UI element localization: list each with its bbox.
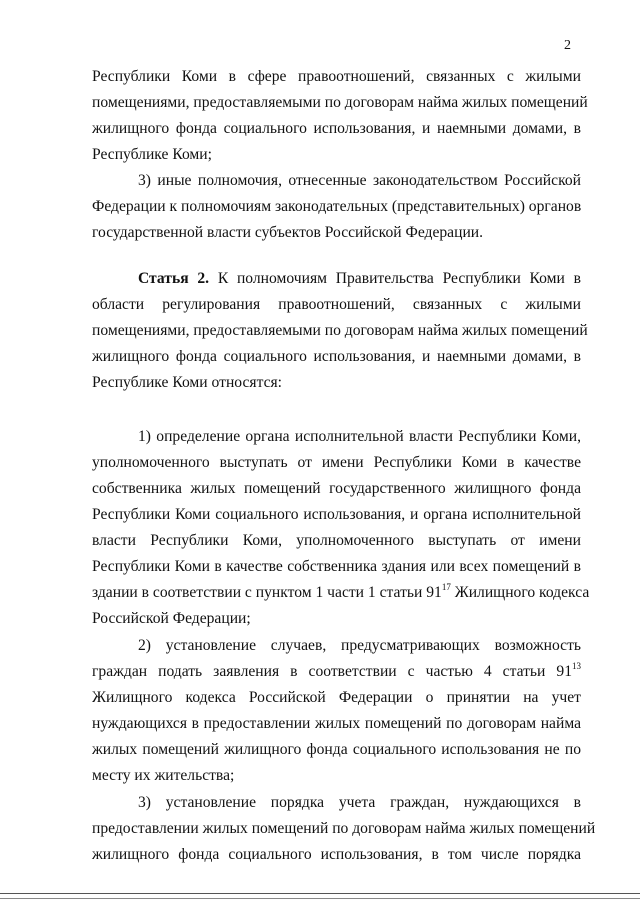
paragraph-item-3 xyxy=(92,168,581,246)
scan-edge-line xyxy=(0,893,640,894)
text-line: жилищного фонда социального использования, в том числе порядка xyxy=(92,846,581,863)
text-fragment: Жилищного кодекса xyxy=(450,584,590,601)
list-item-3 xyxy=(92,790,596,868)
article-heading-line xyxy=(92,266,581,292)
article-2 xyxy=(92,266,588,396)
text-line: месту их жительства; xyxy=(92,767,235,784)
superscript: 17 xyxy=(441,582,451,592)
text-line: 2) установление случаев, предусматривающих возможность xyxy=(138,637,581,654)
text-line: Республики Коми в сфере правоотношений, связанных с жилыми xyxy=(92,68,581,85)
text-line: Федерации к полномочиям законодательных (представительных) органов xyxy=(92,198,582,215)
text-line: 3) иные полномочия, отнесенные законодательством Российской xyxy=(138,172,581,189)
text-line: помещениями, предоставляемыми по договорам найма жилых помещений xyxy=(92,322,588,339)
page-number: 2 xyxy=(564,38,571,53)
text-line: области регулирования правоотношений, связанных с жилыми xyxy=(92,296,581,313)
text-line xyxy=(92,659,581,685)
text-line xyxy=(92,580,590,606)
list-item-2 xyxy=(92,633,581,789)
text-line: 3) установление порядка учета граждан, нуждающихся в xyxy=(138,794,581,811)
text-line: жилищного фонда социального использования, и наемными домами, в xyxy=(92,120,581,137)
paragraph-continuation xyxy=(92,64,588,168)
article-heading: Статья 2. xyxy=(138,270,210,287)
text-line: власти Республики Коми, уполномоченного выступать от имени xyxy=(92,532,581,549)
text-line: Республике Коми; xyxy=(92,146,212,163)
text-line: Жилищного кодекса Российской Федерации о принятии на учет xyxy=(92,689,581,706)
text-fragment: К полномочиям Правительства Республики Коми в xyxy=(217,270,581,287)
text-line: Республики Коми социального использования, и органа исполнительной xyxy=(92,506,581,523)
text-line: Республике Коми относятся: xyxy=(92,374,283,391)
text-line: предоставлении жилых помещений по договорам найма жилых помещений xyxy=(92,820,596,837)
superscript: 13 xyxy=(572,661,581,671)
text-line: собственника жилых помещений государственного жилищного фонда xyxy=(92,480,581,497)
text-line: государственной власти субъектов Российской Федерации. xyxy=(92,224,484,241)
text-line: Республики Коми в качестве собственника здания или всех помещений в xyxy=(92,558,581,575)
text-line: жилых помещений жилищного фонда социального использования не по xyxy=(92,741,581,758)
list-item-1 xyxy=(92,424,590,632)
text-line: уполномоченного выступать от имени Республики Коми в качестве xyxy=(92,454,581,471)
text-line: Российской Федерации; xyxy=(92,610,251,627)
text-line: помещениями, предоставляемыми по договорам найма жилых помещений xyxy=(92,94,588,111)
text-fragment: здании в соответствии с пунктом 1 части 1 статьи 91 xyxy=(92,584,442,601)
text-line: нуждающихся в предоставлении жилых помещений по договорам найма xyxy=(92,715,581,732)
scan-edge-line xyxy=(0,898,640,899)
text-fragment: граждан подать заявления в соответствии с частью 4 статьи 91 xyxy=(92,663,572,680)
text-line: жилищного фонда социального использования, и наемными домами, в xyxy=(92,348,581,365)
text-line: 1) определение органа исполнительной власти Республики Коми, xyxy=(138,428,581,445)
